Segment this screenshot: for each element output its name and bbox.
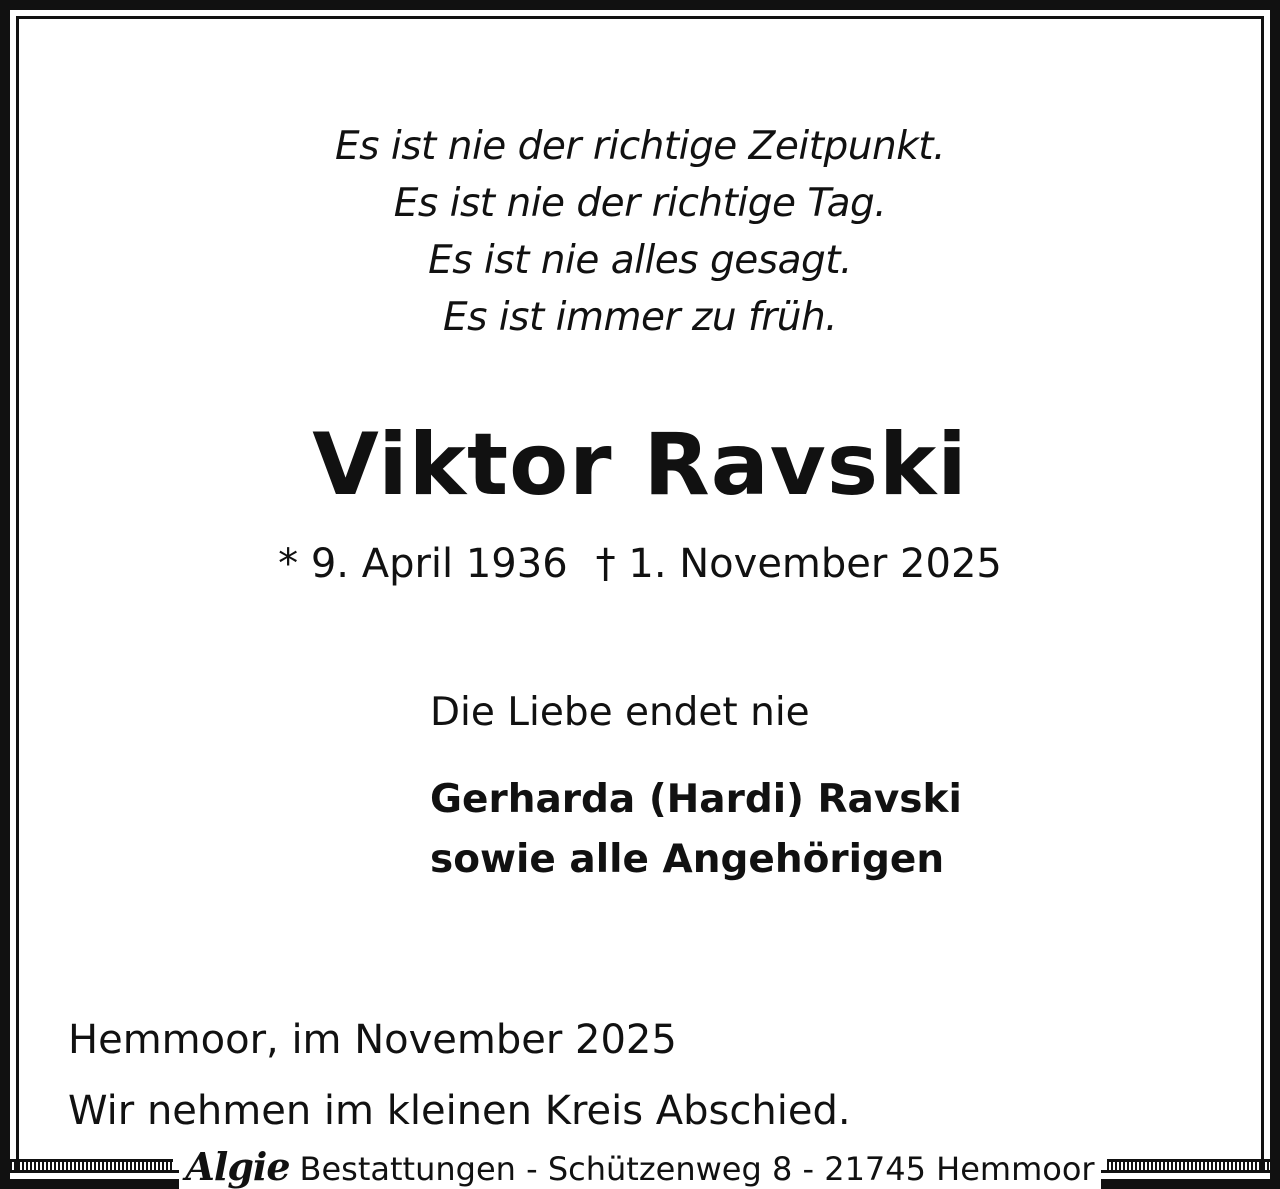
poem-line: Es ist nie der richtige Zeitpunkt.: [335, 124, 945, 169]
farewell-note: Wir nehmen im kleinen Kreis Abschied.: [68, 1088, 851, 1134]
place-date: Hemmoor, im November 2025: [68, 1017, 677, 1063]
funeral-home-logo: Algie: [185, 1143, 290, 1189]
poem-line: Es ist nie alles gesagt.: [428, 238, 852, 283]
mourner-line: sowie alle Angehörigen: [430, 837, 945, 882]
motto: Die Liebe endet nie: [430, 690, 810, 735]
footer-rule-right: [1107, 1159, 1274, 1173]
footer-content: [179, 1144, 1100, 1189]
death-date: † 1. November 2025: [595, 541, 1002, 587]
poem: [0, 118, 1280, 346]
life-dates: [0, 536, 1280, 592]
funeral-home-address: Bestattungen - Schützenweg 8 - 21745 Hemmoor: [299, 1149, 1095, 1188]
mourners: [430, 770, 962, 890]
birth-date: * 9. April 1936: [278, 541, 568, 587]
footer: [0, 1143, 1280, 1189]
mourner-line: Gerharda (Hardi) Ravski: [430, 777, 962, 822]
footer-rule-left: [6, 1159, 173, 1173]
poem-line: Es ist nie der richtige Tag.: [393, 181, 887, 226]
poem-line: Es ist immer zu früh.: [442, 295, 838, 340]
deceased-name: Viktor Ravski: [312, 415, 968, 515]
